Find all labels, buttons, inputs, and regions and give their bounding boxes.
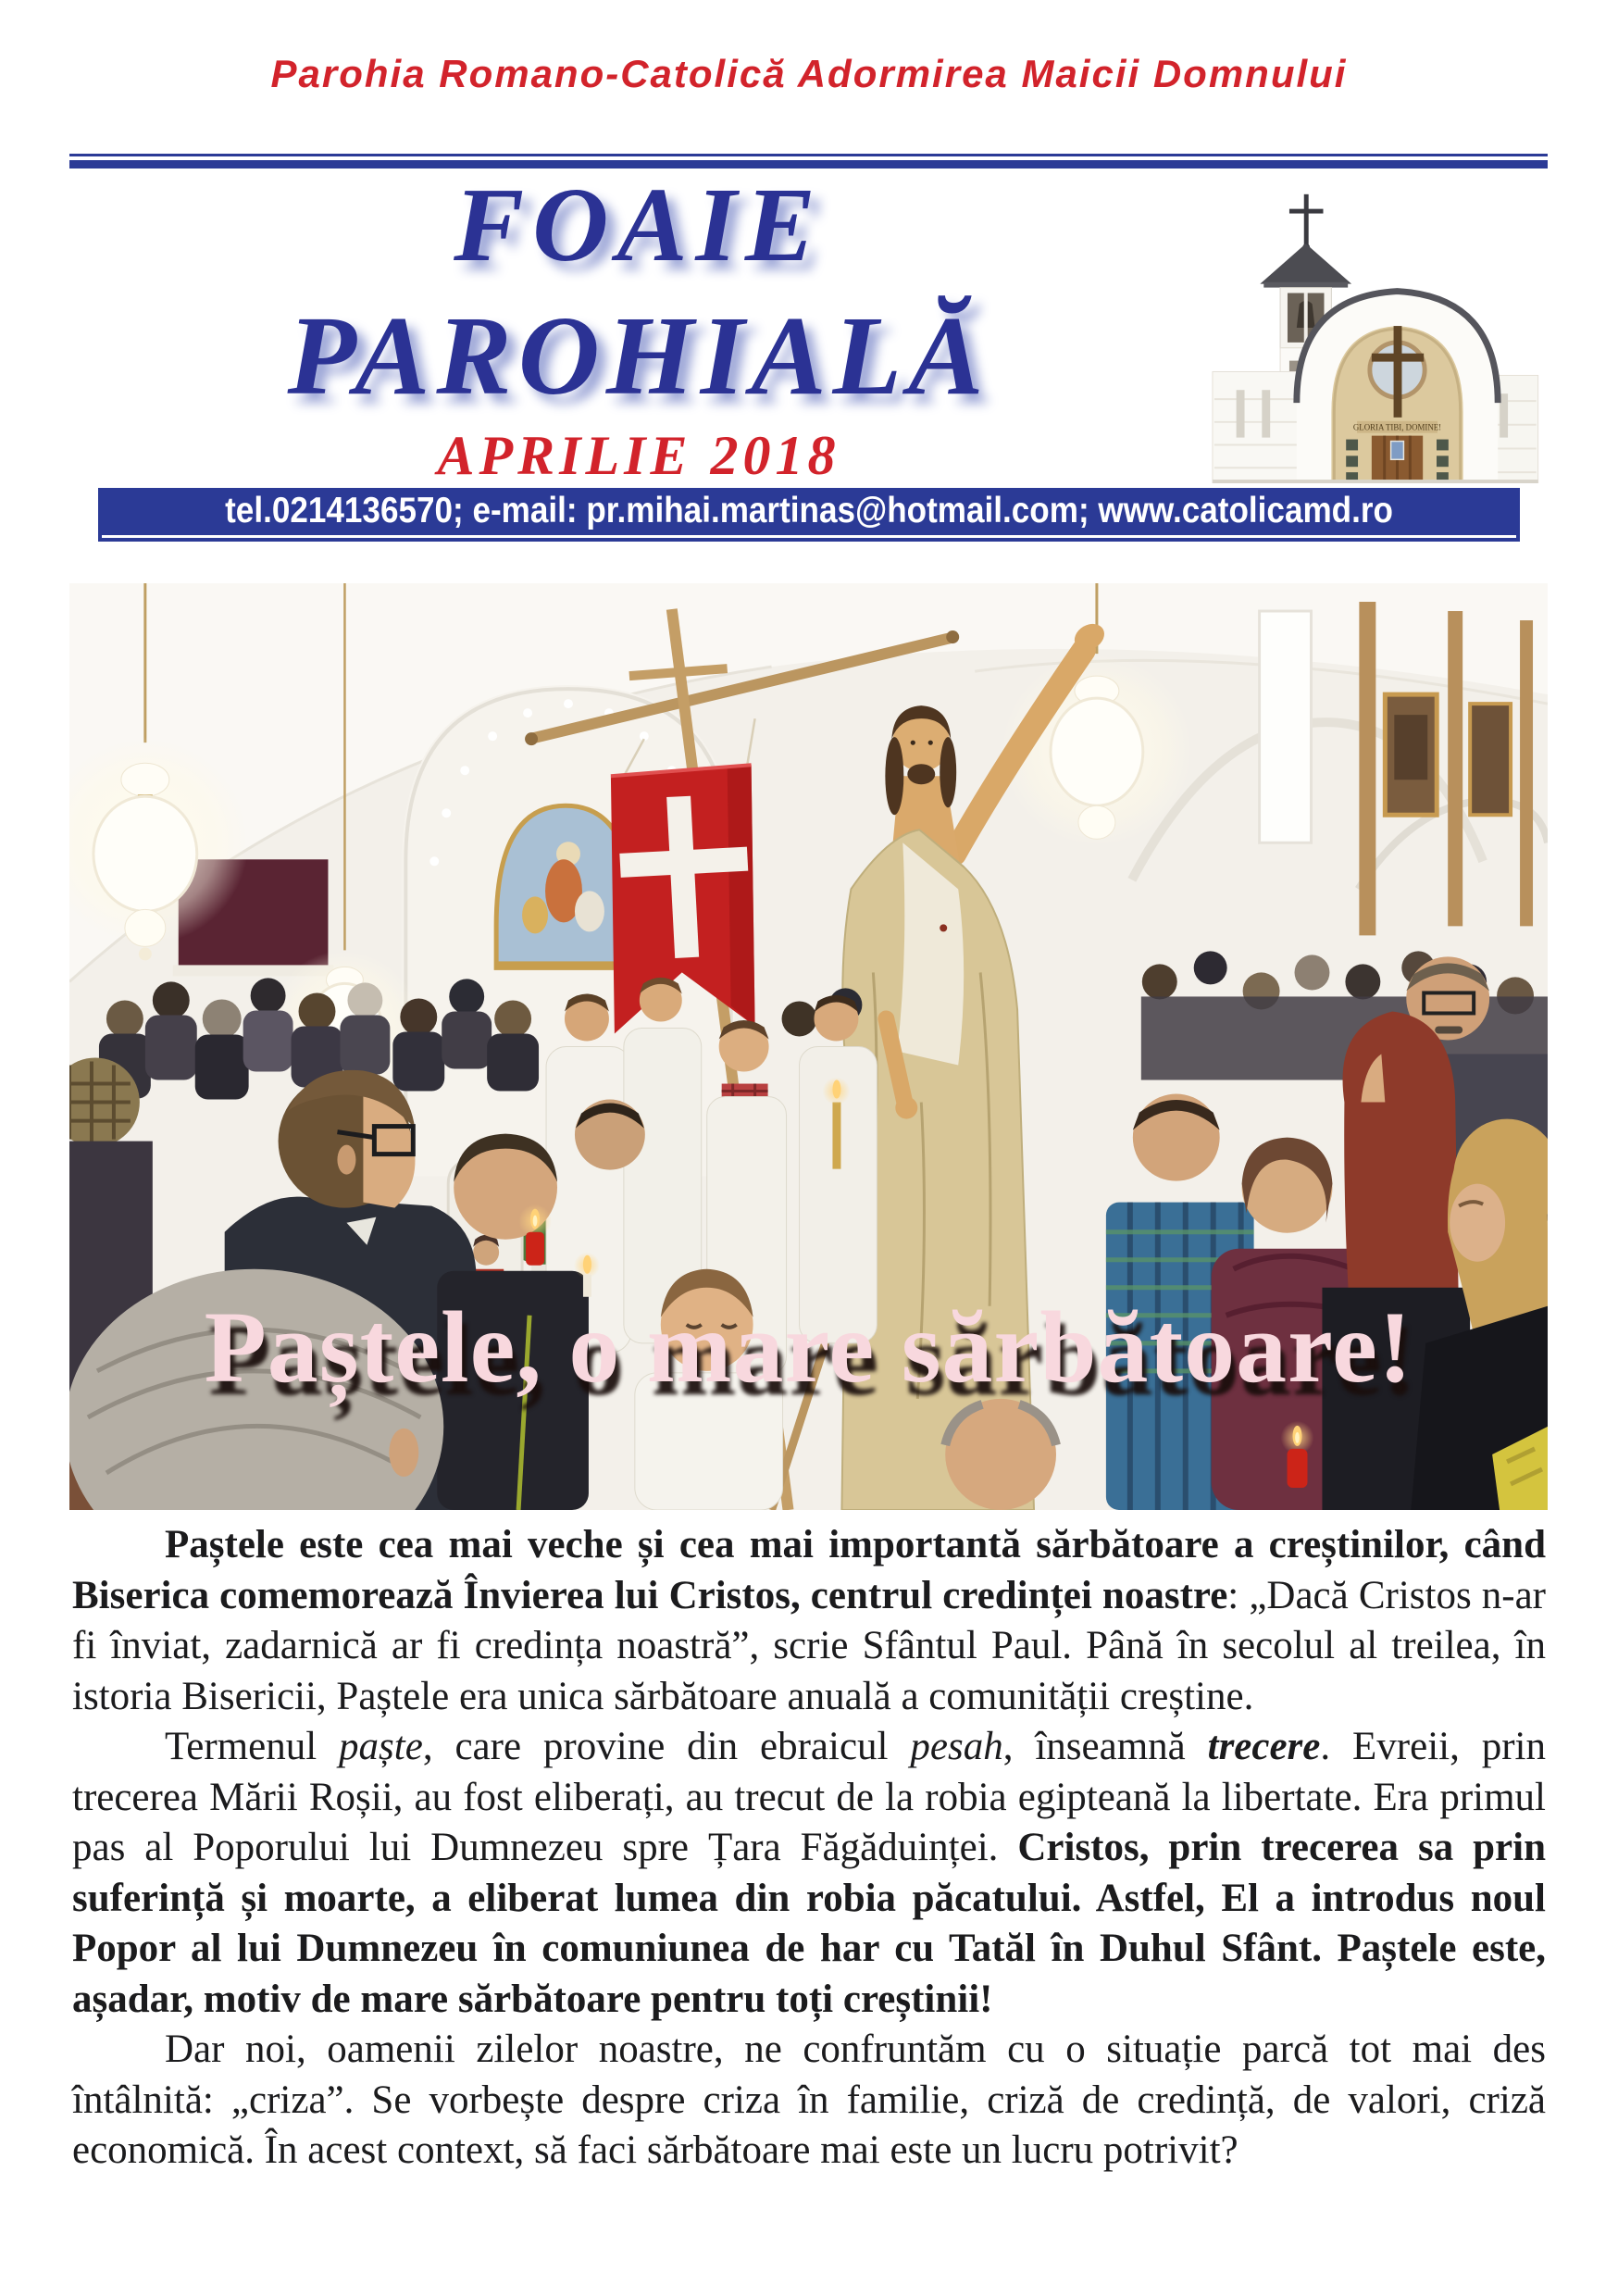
- parish-name: Parohia Romano-Catolică Adormirea Maicii Domnului: [270, 52, 1348, 95]
- paragraph-3: Dar noi, oamenii zilelor noastre, ne confruntăm cu o situație parcă tot mai des întâlnită: „criza”. Se vorbește despre criza în familie, criză de credință, de valori, criză economică. În acest context, să faci sărbătoare mai este un lucru potrivit?: [72, 2028, 1546, 2172]
- newsletter-title: [69, 166, 1208, 488]
- hero-headline: Paștele, o mare sărbătoare!: [204, 1291, 1413, 1404]
- contact-bar: [98, 488, 1520, 542]
- paragraph-2: Termenul paște, care provine din ebraicul pesah, înseamnă trecere. Evreii, prin trecerea Mării Roșii, au fost eliberați, au trecut de la robia egipteană la libertate. Era primul pas al Poporului lui Dumnezeu spre Țara Făgăduinței. Cristos, prin trecerea sa prin suferință și moarte, a eliberat lumea din robia păcatului. Astfel, El a introdus noul Popor al lui Dumnezeu în comuniunea de har cu Tatăl în Duhul Sfânt. Paștele este, așadar, motiv de mare sărbătoare pentru toți creștinii!: [72, 1725, 1546, 2021]
- contact-text: tel.0214136570; e-mail: pr.mihai.martinas@hotmail.com; www.catolicamd.ro: [225, 491, 1393, 530]
- masthead: [69, 166, 1548, 486]
- church-cross-icon: [1289, 194, 1324, 251]
- paragraph-1: Paștele este cea mai veche și cea mai importantă sărbătoare a creștinilor, când Biserica comemorează Învierea lui Cristos, centrul credinței noastre: „Dacă Cristos n-ar fi înviat, zadarnică ar fi credința noastră”, scrie Sfântul Paul. Până în secolul al treilea, în istoria Bisericii, Paștele era unica sărbătoare anuală a comunității creștine.: [72, 1523, 1546, 1718]
- church-photo: [1176, 181, 1546, 483]
- title-line-2: PAROHIALĂ: [287, 293, 990, 418]
- portal-inscription: GLORIA TIBI, DOMINE!: [1352, 422, 1442, 432]
- title-line-1: FOAIE: [454, 166, 824, 283]
- issue-date: APRILIE 2018: [437, 425, 840, 486]
- article-body: [72, 1520, 1546, 2177]
- bar-inner-line: [102, 535, 1516, 538]
- hero-photo: [69, 583, 1548, 1510]
